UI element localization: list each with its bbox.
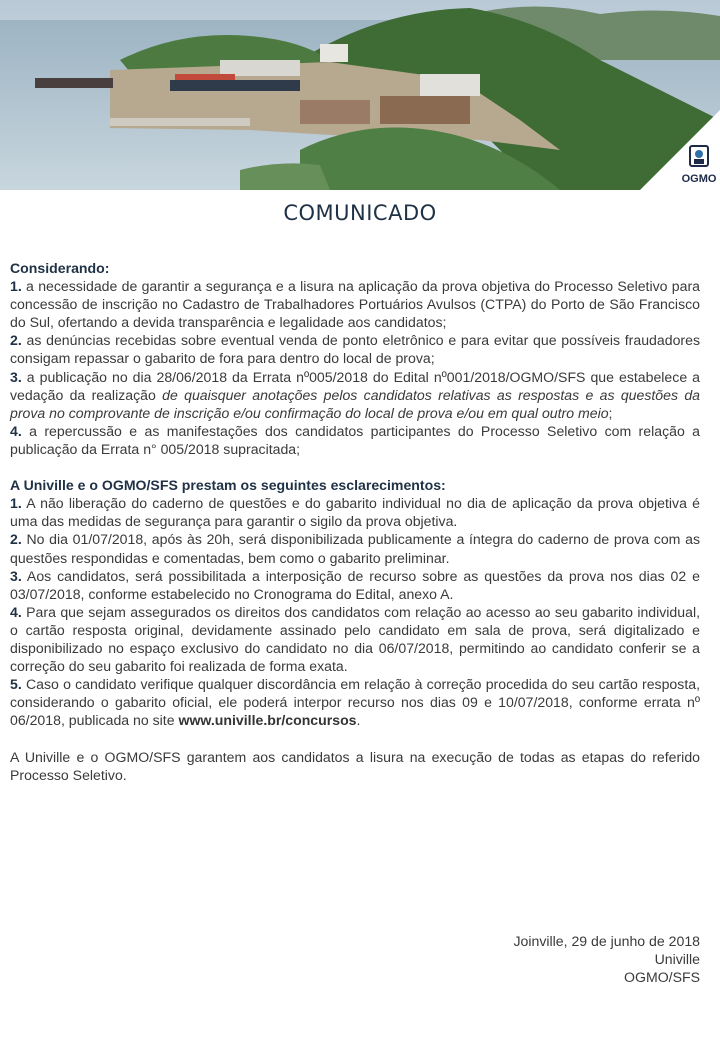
- esclarecimento-item-4: 4. Para que sejam assegurados os direitos dos candidatos com relação ao acesso ao seu gabarito individual, o cartão resposta original, devidamente assinado pelo candidato em sala de prova, será digitalizado e disponibilizado no espaço exclusivo do candidato no dia 06/07/2018, permitindo ao candidato conferir se a correção do seu gabarito foi realizada de forma exata.: [10, 603, 700, 675]
- document-body: [10, 259, 700, 784]
- esclarecimento-item-5: 5. Caso o candidato verifique qualquer discordância em relação à correção procedida do seu cartão resposta, considerando o gabarito oficial, ele poderá interpor recurso nos dias 09 e 10/07/2018, conforme errata nº 06/2018, publicada no site www.univille.br/concursos.: [10, 676, 700, 729]
- considerando-item-1: 1. a necessidade de garantir a segurança e a lisura na aplicação da prova objetiva do Processo Seletivo para concessão de inscrição no Cadastro de Trabalhadores Portuários Avulsos (CTPA) do Porto de São Francisco do Sul, ofertando a devida transparência e legalidade aos candidatos;: [10, 278, 700, 331]
- esclarecimentos-heading: A Univille e o OGMO/SFS prestam os seguintes esclarecimentos:: [10, 477, 446, 494]
- ogmo-logo-text: OGMO: [681, 173, 717, 185]
- ogmo-logo: [630, 118, 720, 190]
- considerando-item-3: 3. a publicação no dia 28/06/2018 da Errata nº005/2018 do Edital nº001/2018/OGMO/SFS que estabelece a vedação da realização de quaisquer anotações pelos candidatos relativas as respostas e as questões da prova no comprovante de inscrição e/ou confirmação do local de prova e/ou em qual outro meio;: [10, 368, 701, 421]
- esclarecimento-item-2: 2. No dia 01/07/2018, após às 20h, será disponibilizada publicamente a íntegra do caderno de prova com as questões respondidas e comentadas, bem como o gabarito preliminar.: [10, 531, 700, 566]
- signature-org-ogmo: OGMO/SFS: [624, 969, 700, 986]
- closing-paragraph: A Univille e o OGMO/SFS garantem aos candidatos a lisura na execução de todas as etapas do referido Processo Seletivo.: [10, 748, 700, 783]
- signature-block: [514, 932, 701, 986]
- considerando-item-4: 4. a repercussão e as manifestações dos candidatos participantes do Processo Seletivo com relação a publicação da Errata n° 005/2018 supracitada;: [10, 422, 700, 457]
- considerando-heading: Considerando:: [10, 260, 110, 276]
- page-title: COMUNICADO: [283, 201, 437, 225]
- signature-org-univille: Univille: [654, 951, 700, 968]
- esclarecimento-item-1: 1. A não liberação do caderno de questões e do gabarito individual no dia de aplicação da prova objetiva é uma das medidas de segurança para garantir o sigilo da prova objetiva.: [10, 495, 700, 530]
- esclarecimento-item-3: 3. Aos candidatos, será possibilitada a interposição de recurso sobre as questões da prova nos dias 02 e 03/07/2018, conforme estabelecido no Cronograma do Edital, anexo A.: [10, 567, 700, 602]
- port-aerial-photo: [0, 0, 720, 190]
- univille-concursos-link[interactable]: www.univille.br/concursos: [178, 712, 357, 729]
- place-date: Joinville, 29 de junho de 2018: [513, 933, 700, 949]
- considerando-item-2: 2. as denúncias recebidas sobre eventual venda de ponto eletrônico e para evitar que possíveis fraudadores consigam repassar o gabarito de fora para dentro do local de prova;: [10, 332, 700, 367]
